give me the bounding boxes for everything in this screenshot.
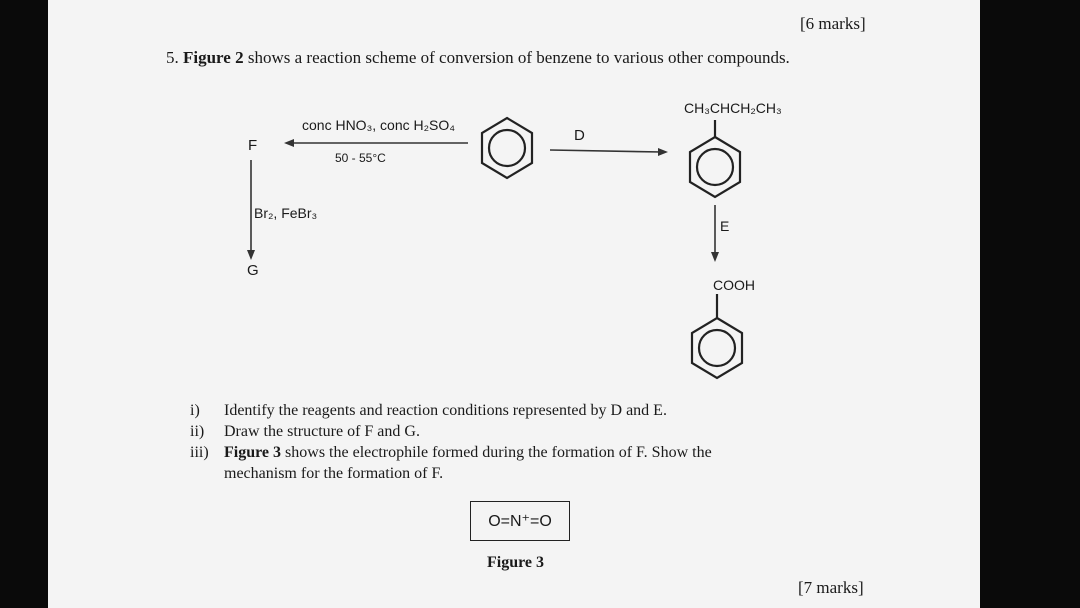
reagent-temperature: 50 - 55°C [335, 151, 386, 165]
benzene-ring-benzoic [692, 318, 742, 378]
benzene-ring-alkyl [690, 137, 740, 197]
arrow-to-f [284, 139, 468, 147]
cooh-label: COOH [713, 277, 755, 293]
sub-question-list [190, 400, 712, 484]
reagent-d-label: D [574, 127, 585, 144]
reagent-e-label: E [720, 218, 730, 234]
alkyl-substituent-label: CH₃CHCH₂CH₃ [684, 100, 782, 116]
sub-question-3: iii) Figure 3 shows the electrophile formed during the formation of F. Show the [190, 444, 712, 461]
reaction-scheme [48, 0, 980, 400]
sub-question-3-continued: mechanism for the formation of F. [224, 465, 444, 482]
sub-question-1: i) Identify the reagents and reaction conditions represented by D and E. [190, 402, 667, 419]
product-g-label: G [247, 262, 259, 279]
figure-3-caption: Figure 3 [487, 554, 545, 571]
nitronium-formula: O=N⁺=O [488, 513, 552, 530]
exam-page [48, 0, 980, 608]
sub-question-2: ii) Draw the structure of F and G. [190, 423, 420, 440]
question-intro-text: shows a reaction scheme of conversion of benzene to various other compounds. [247, 48, 790, 67]
benzene-ring-center [482, 118, 532, 178]
arrow-e [711, 205, 719, 262]
marks-top: [6 marks] [800, 14, 866, 33]
question-number: 5. [166, 48, 179, 67]
marks-bottom: [7 marks] [798, 578, 864, 597]
reagent-bromination: Br₂, FeBr₃ [254, 205, 318, 221]
arrow-d [550, 148, 668, 156]
figure-3-nitronium-box [470, 501, 570, 541]
product-f-label: F [248, 137, 258, 154]
reagent-nitration: conc HNO₃, conc H₂SO₄ [302, 117, 456, 133]
figure-2-ref: Figure 2 [183, 48, 244, 67]
